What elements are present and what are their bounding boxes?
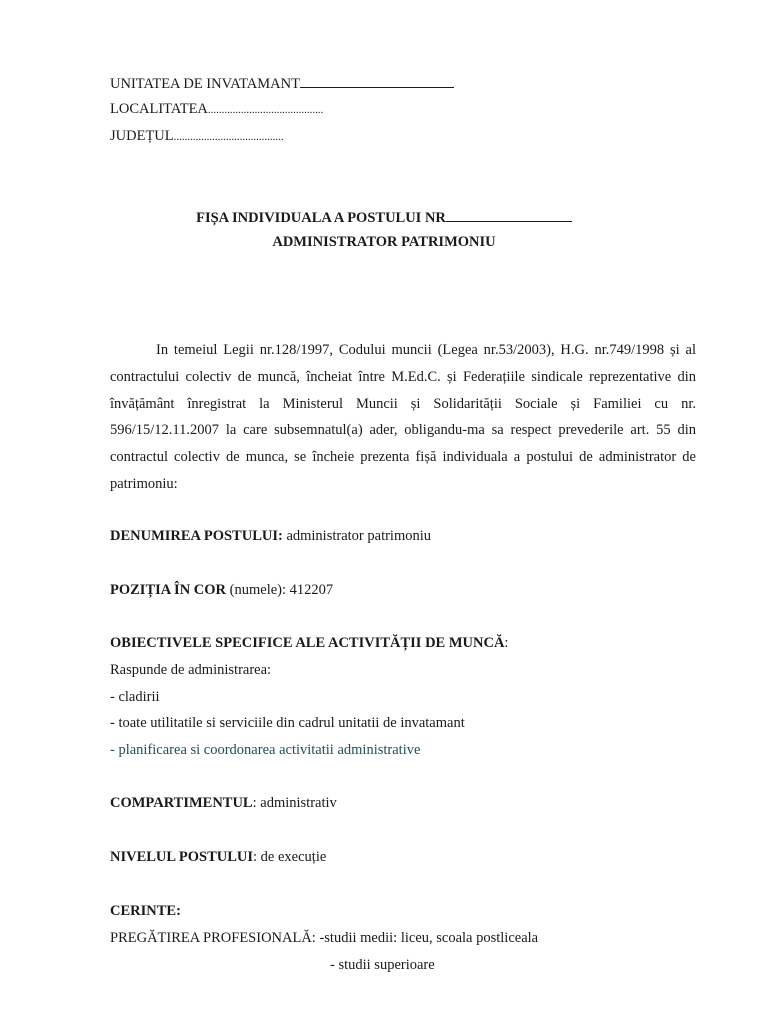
pozitia-label: POZIȚIA ÎN COR bbox=[110, 582, 227, 598]
localitatea-dots: .......................................... bbox=[207, 104, 324, 116]
document-title-line2 bbox=[0, 234, 768, 251]
denumirea-value: administrator patrimoniu bbox=[282, 528, 432, 544]
pregatire-profesionala: PREGĂTIREA PROFESIONALĂ: -studii medii: liceu, scoala postliceala bbox=[110, 930, 539, 946]
intro-paragraph bbox=[110, 337, 696, 498]
compartimentul-value: : administrativ bbox=[252, 795, 337, 811]
obiective-item: - toate utilitatile si serviciile din cadrul unitatii de invatamant bbox=[110, 715, 465, 731]
obiective-heading bbox=[110, 635, 508, 652]
title-number-blank bbox=[446, 207, 572, 222]
localitatea-label: LOCALITATEA bbox=[110, 101, 208, 117]
nivelul-value: : de execuție bbox=[253, 849, 327, 865]
compartimentul bbox=[110, 795, 337, 812]
obiective-label: OBIECTIVELE SPECIFICE ALE ACTIVITĂȚII DE MUNCĂ bbox=[110, 635, 505, 651]
cerinte-heading: CERINTE: bbox=[110, 903, 181, 919]
denumirea-label: DENUMIREA POSTULUI: bbox=[110, 528, 283, 544]
obiective-intro: Raspunde de administrarea: bbox=[110, 662, 272, 678]
obiective-item: - cladirii bbox=[110, 689, 160, 705]
obiective-item: - planificarea si coordonarea activitatii administrative bbox=[110, 742, 421, 758]
nivelul-postului bbox=[110, 849, 326, 866]
nivelul-label: NIVELUL POSTULUI bbox=[110, 849, 254, 865]
unitatea-field bbox=[110, 73, 454, 93]
judetul-dots: ........................................ bbox=[173, 131, 284, 143]
denumirea-postului bbox=[110, 528, 431, 545]
document-title-line1 bbox=[0, 207, 768, 227]
unitatea-blank-line bbox=[300, 73, 454, 88]
judetul-field bbox=[110, 127, 284, 146]
pozitia-value: (numele): 412207 bbox=[226, 582, 334, 598]
localitatea-field bbox=[110, 100, 323, 119]
intro-text: In temeiul Legii nr.128/1997, Codului muncii (Legea nr.53/2003), H.G. nr.749/1998 și al contractului colectiv de muncă, încheiat între M.Ed.C. și Federațiile sindicale reprezentative din învățământ înregistrat la Ministerul Muncii și Solidarității Sociale și Familiei cu nr. 596/15/12.11.2007 la care subsemnatul(a) ader, obligandu-ma sa respect prevederile art. 55 din contractul colectiv de munca, se încheie prezenta fișă individuala a postului de administrator de patrimoniu: bbox=[110, 342, 696, 492]
unitatea-label: UNITATEA DE INVATAMANT bbox=[110, 76, 300, 92]
studii-superioare: - studii superioare bbox=[330, 957, 435, 973]
pozitia-cor bbox=[110, 582, 333, 599]
title-subtitle: ADMINISTRATOR PATRIMONIU bbox=[272, 234, 496, 250]
compartimentul-label: COMPARTIMENTUL bbox=[110, 795, 253, 811]
judetul-label: JUDEȚUL bbox=[110, 128, 174, 144]
obiective-colon: : bbox=[504, 635, 509, 651]
title-text: FIȘA INDIVIDUALA A POSTULUI NR bbox=[196, 210, 446, 226]
